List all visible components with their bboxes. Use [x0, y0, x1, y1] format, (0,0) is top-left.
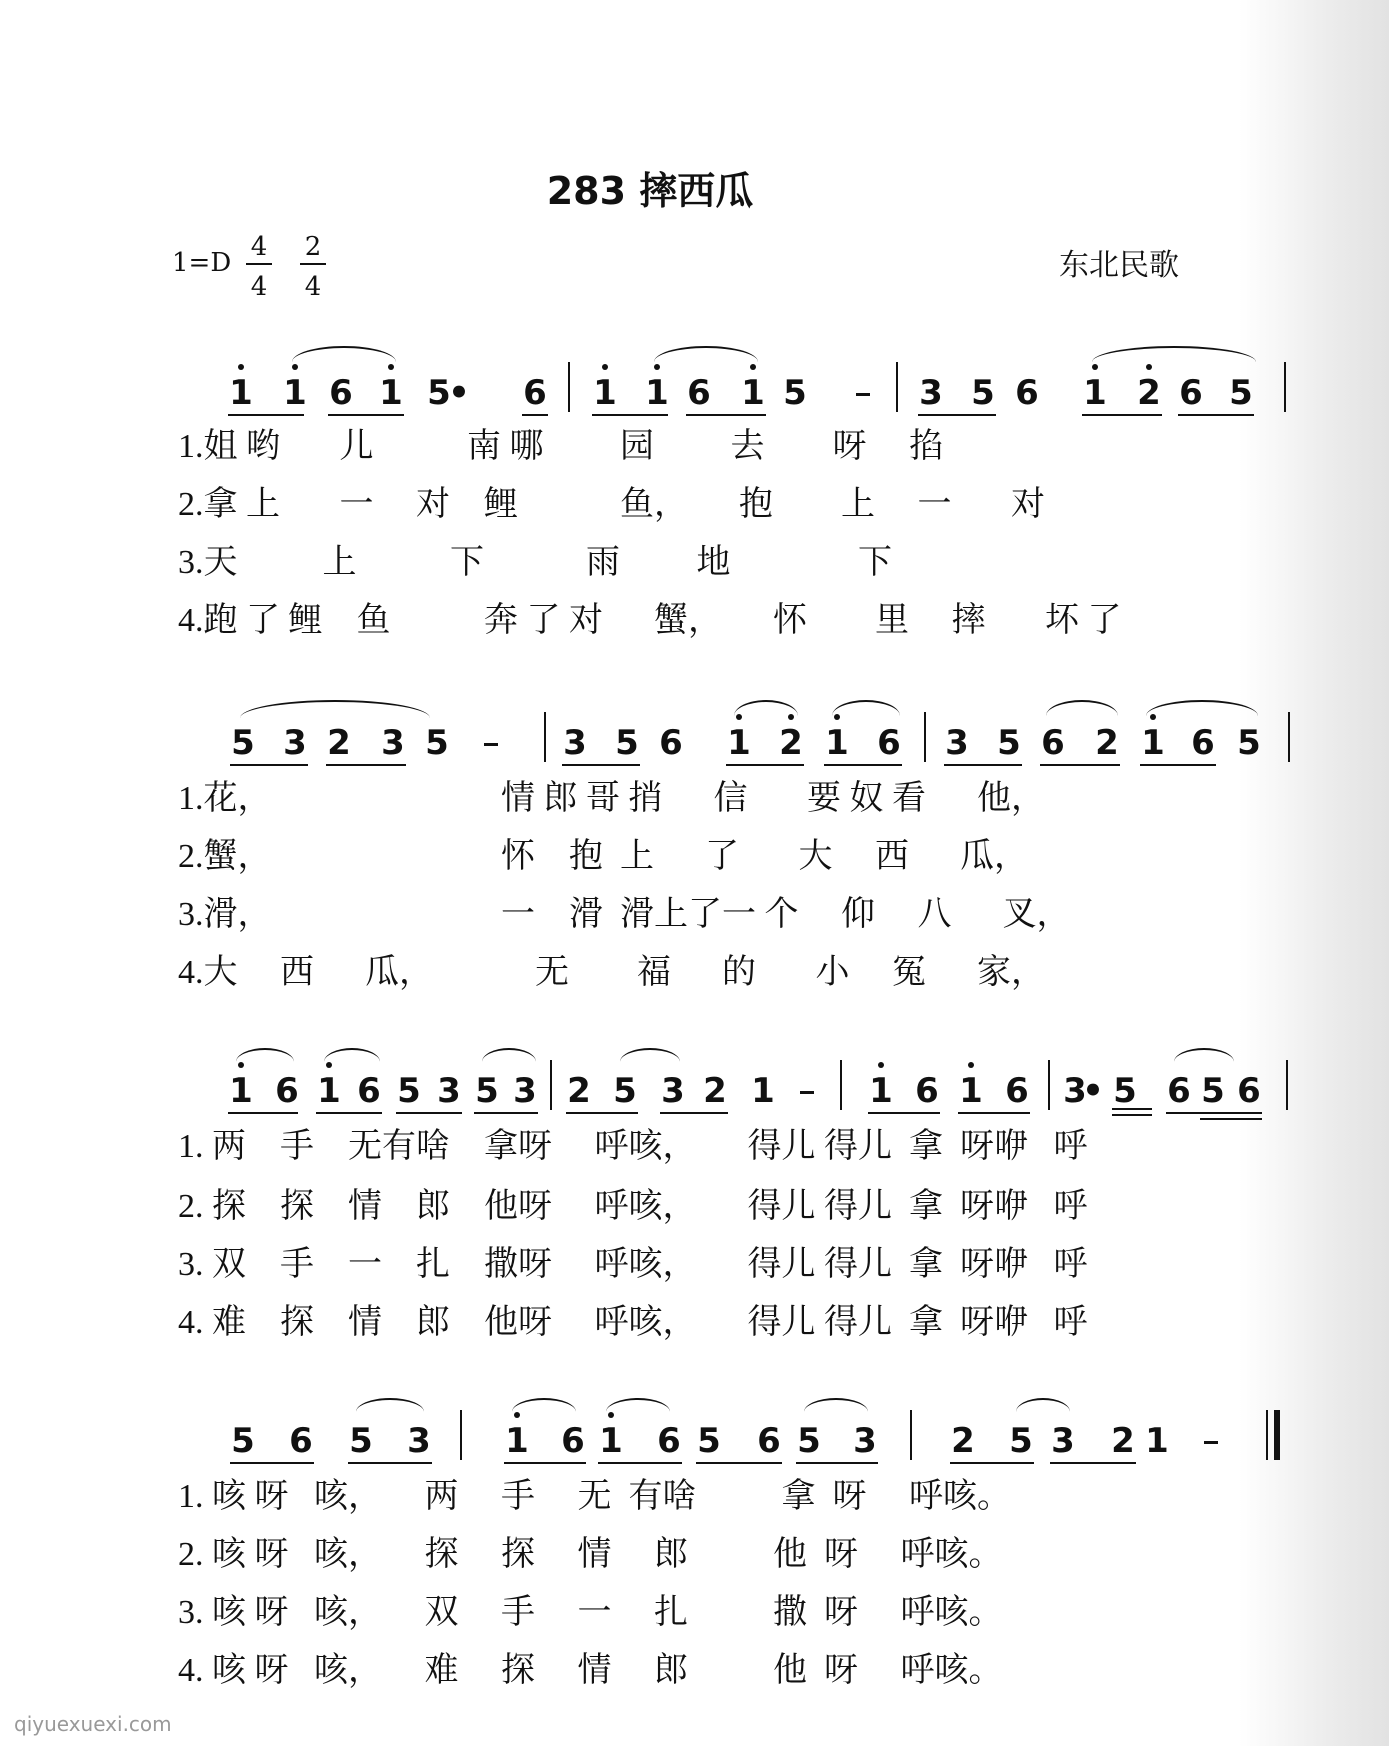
note: 5 — [475, 1071, 499, 1111]
note: 5 — [797, 1421, 821, 1461]
note: 5 — [1113, 1071, 1137, 1111]
beam-underline — [1140, 764, 1216, 766]
beam-underline — [944, 764, 1022, 766]
note: 3 — [381, 723, 405, 763]
time-sig-denominator: 4 — [250, 272, 268, 302]
slur — [512, 1398, 576, 1412]
beam-underline — [598, 1462, 682, 1464]
octave-dot — [388, 364, 394, 370]
note: 1 — [825, 723, 849, 763]
lyric-verse-4: 4. 难 探 情 郎 他呀 呼咳， 得儿 得儿 拿 呀咿 呼 — [178, 1304, 1088, 1341]
note: 5 — [427, 373, 451, 413]
note: 1 — [593, 373, 617, 413]
note: 5 — [697, 1421, 721, 1461]
lyric-verse-4: 4. 咳 呀 咳， 难 探 情 郎 他 呀 呼咳。 — [178, 1652, 1003, 1689]
slur — [236, 1048, 294, 1062]
note: 5 — [615, 723, 639, 763]
beam-underline — [326, 764, 406, 766]
beam-underline — [918, 414, 996, 416]
beam-underline — [824, 764, 902, 766]
note: 6 — [1041, 723, 1065, 763]
slur — [240, 700, 430, 718]
note: 6 — [1167, 1071, 1191, 1111]
beam-underline — [796, 1462, 878, 1464]
note: 3 — [437, 1071, 461, 1111]
note: 5 — [1229, 373, 1253, 413]
note: 6 — [659, 723, 683, 763]
beam-underline — [328, 414, 404, 416]
beam-underline — [958, 1112, 1030, 1114]
note: 1 — [751, 1071, 775, 1111]
beam-underline — [592, 414, 668, 416]
note: 3 — [945, 723, 969, 763]
note: 1 — [959, 1071, 983, 1111]
slur — [292, 346, 396, 362]
bar-line — [1284, 362, 1286, 412]
note: 5 — [1009, 1421, 1033, 1461]
beam-underline — [868, 1112, 940, 1114]
slur — [324, 1048, 380, 1062]
final-bar-line — [1274, 1410, 1280, 1460]
lyric-verse-4: 4.大 西 瓜， 无 福 的 小 冤 家， — [178, 954, 1045, 991]
note: 1 — [1141, 723, 1165, 763]
beam-underline — [474, 1112, 538, 1114]
note: 5 — [349, 1421, 373, 1461]
note: 3 — [919, 373, 943, 413]
lyric-verse-2: 2. 咳 呀 咳， 探 探 情 郎 他 呀 呼咳。 — [178, 1536, 1003, 1573]
slur — [654, 346, 758, 362]
note: 1 — [505, 1421, 529, 1461]
note: 5 — [613, 1071, 637, 1111]
note: 6 — [1005, 1071, 1029, 1111]
note: 1 — [229, 373, 253, 413]
octave-dot — [514, 1412, 520, 1418]
note: 6 — [1179, 373, 1203, 413]
sustain-dash — [856, 393, 870, 396]
bar-line — [1048, 1060, 1050, 1110]
octave-dot — [602, 364, 608, 370]
note: 3 — [853, 1421, 877, 1461]
note: 1 — [379, 373, 403, 413]
fraction-line — [246, 263, 272, 265]
note: 6 — [915, 1071, 939, 1111]
lyric-verse-1: 1. 两 手 无有啥 拿呀 呼咳， 得儿 得儿 拿 呀咿 呼 — [178, 1128, 1088, 1165]
key-signature: 1=D — [172, 248, 232, 278]
beam-underline — [660, 1112, 728, 1114]
beam-underline — [1112, 1114, 1152, 1116]
beam-underline — [396, 1112, 462, 1114]
slur — [1092, 346, 1256, 362]
note: 6 — [561, 1421, 585, 1461]
beam-underline — [228, 414, 304, 416]
beam-underline — [1082, 414, 1162, 416]
note: 5 — [397, 1071, 421, 1111]
beam-underline — [230, 764, 308, 766]
bar-line — [568, 362, 570, 412]
slur — [482, 1048, 536, 1062]
note: 6 — [357, 1071, 381, 1111]
time-sig-numerator: 2 — [304, 232, 322, 262]
beam-underline — [562, 764, 640, 766]
note: 5 — [783, 373, 807, 413]
beam-underline — [1112, 1108, 1152, 1110]
note: 2 — [703, 1071, 727, 1111]
note: 3 — [407, 1421, 431, 1461]
beam-underline — [1050, 1462, 1136, 1464]
note: 6 — [757, 1421, 781, 1461]
bar-line — [896, 362, 898, 412]
sustain-dash — [800, 1091, 814, 1094]
note: 6 — [329, 373, 353, 413]
bar-line — [460, 1410, 462, 1460]
note: 5 — [997, 723, 1021, 763]
beam-underline — [228, 1112, 298, 1114]
time-sig-numerator: 4 — [250, 232, 268, 262]
augmentation-dot: • — [1082, 1071, 1104, 1111]
octave-dot — [878, 1062, 884, 1068]
lyric-verse-2: 2. 探 探 情 郎 他呀 呼咳， 得儿 得儿 拿 呀咿 呼 — [178, 1188, 1088, 1225]
note: 2 — [1095, 723, 1119, 763]
beam-underline — [348, 1462, 432, 1464]
octave-dot — [968, 1062, 974, 1068]
note: 6 — [1237, 1071, 1261, 1111]
augmentation-dot: • — [448, 373, 470, 413]
note: 1 — [283, 373, 307, 413]
note: 6 — [1015, 373, 1039, 413]
slur — [832, 700, 900, 716]
beam-underline — [1040, 764, 1120, 766]
beam-underline — [566, 1112, 638, 1114]
bar-line — [1266, 1410, 1268, 1460]
octave-dot — [238, 364, 244, 370]
slur — [1174, 1048, 1234, 1062]
bar-line — [1288, 712, 1290, 762]
bar-line — [550, 1060, 552, 1110]
beam-underline — [522, 414, 548, 416]
lyric-verse-4: 4.跑 了 鲤 鱼 奔 了 对 蟹， 怀 里 摔 坏 了 — [178, 602, 1122, 639]
octave-dot — [238, 1062, 244, 1068]
fraction-line — [300, 263, 326, 265]
slur — [1046, 700, 1118, 716]
beam-underline — [1166, 1112, 1262, 1114]
time-signature-2-4 — [298, 232, 328, 302]
note: 6 — [1191, 723, 1215, 763]
song-title: 283 摔西瓜 — [546, 169, 754, 213]
lyric-verse-3: 3. 双 手 一 扎 撒呀 呼咳， 得儿 得儿 拿 呀咿 呼 — [178, 1246, 1088, 1283]
bar-line — [910, 1410, 912, 1460]
note: 1 — [229, 1071, 253, 1111]
octave-dot — [1146, 364, 1152, 370]
note: 6 — [877, 723, 901, 763]
time-sig-denominator: 4 — [304, 272, 322, 302]
note: 5 — [971, 373, 995, 413]
slur — [804, 1398, 868, 1412]
note: 6 — [687, 373, 711, 413]
octave-dot — [292, 364, 298, 370]
beam-underline — [230, 1462, 314, 1464]
note: 2 — [951, 1421, 975, 1461]
beam-underline — [686, 414, 766, 416]
note: 5 — [1237, 723, 1261, 763]
note: 1 — [1145, 1421, 1169, 1461]
note: 2 — [567, 1071, 591, 1111]
octave-dot — [654, 364, 660, 370]
note: 3 — [563, 723, 587, 763]
slur — [734, 700, 798, 716]
octave-dot — [750, 364, 756, 370]
lyric-verse-1: 1.花， 情 郎 哥 捎 信 要 奴 看 他， — [178, 780, 1045, 817]
page-edge-shading — [1239, 0, 1389, 1746]
lyric-verse-1: 1.姐 哟 儿 南 哪 园 去 呀 掐 — [178, 428, 943, 465]
time-signature-4-4 — [244, 232, 274, 302]
note: 3 — [1051, 1421, 1075, 1461]
beam-underline — [726, 764, 804, 766]
bar-line — [924, 712, 926, 762]
beam-underline — [504, 1462, 586, 1464]
note: 5 — [231, 723, 255, 763]
lyric-verse-2: 2.拿 上 一 对 鲤 鱼， 抱 上 一 对 — [178, 486, 1045, 523]
slur — [620, 1048, 680, 1062]
lyric-verse-2: 2.蟹， 怀 抱 上 了 大 西 瓜， — [178, 838, 1028, 875]
note: 5 — [231, 1421, 255, 1461]
bar-line — [544, 712, 546, 762]
bar-line — [1286, 1060, 1288, 1110]
note: 2 — [1111, 1421, 1135, 1461]
site-watermark: qiyuexuexi.com — [14, 1712, 172, 1736]
note: 2 — [1137, 373, 1161, 413]
lyric-verse-3: 3. 咳 呀 咳， 双 手 一 扎 撒 呀 呼咳。 — [178, 1594, 1003, 1631]
note: 2 — [779, 723, 803, 763]
note: 3 — [661, 1071, 685, 1111]
note: 1 — [1083, 373, 1107, 413]
note: 1 — [741, 373, 765, 413]
octave-dot — [326, 1062, 332, 1068]
beam-underline — [1178, 414, 1254, 416]
octave-dot — [1092, 364, 1098, 370]
note: 1 — [727, 723, 751, 763]
lyric-verse-3: 3.天 上 下 雨 地 下 — [178, 544, 892, 581]
beam-underline — [696, 1462, 782, 1464]
bar-line — [840, 1060, 842, 1110]
slur — [356, 1398, 424, 1412]
note: 3 — [513, 1071, 537, 1111]
sustain-dash — [1204, 1441, 1218, 1444]
beam-underline — [950, 1462, 1034, 1464]
lyric-verse-3: 3.滑， 一 滑 滑上了一 个 仰 八 叉， — [178, 896, 1071, 933]
composer-credit: 东北民歌 — [1059, 248, 1179, 283]
note: 5 — [425, 723, 449, 763]
beam-underline — [316, 1112, 382, 1114]
octave-dot — [608, 1412, 614, 1418]
note: 3 — [1063, 1071, 1087, 1111]
slur — [1016, 1398, 1070, 1412]
sustain-dash — [484, 743, 498, 746]
note: 5 — [1201, 1071, 1225, 1111]
slur — [606, 1398, 670, 1412]
note: 1 — [645, 373, 669, 413]
note: 6 — [523, 373, 547, 413]
note: 1 — [869, 1071, 893, 1111]
beam-underline — [1200, 1118, 1262, 1120]
note: 6 — [289, 1421, 313, 1461]
note: 1 — [317, 1071, 341, 1111]
note: 6 — [275, 1071, 299, 1111]
lyric-verse-1: 1. 咳 呀 咳， 两 手 无 有啥 拿 呀 呼咳。 — [178, 1478, 1011, 1515]
note: 3 — [283, 723, 307, 763]
note: 1 — [599, 1421, 623, 1461]
note: 6 — [657, 1421, 681, 1461]
note: 2 — [327, 723, 351, 763]
